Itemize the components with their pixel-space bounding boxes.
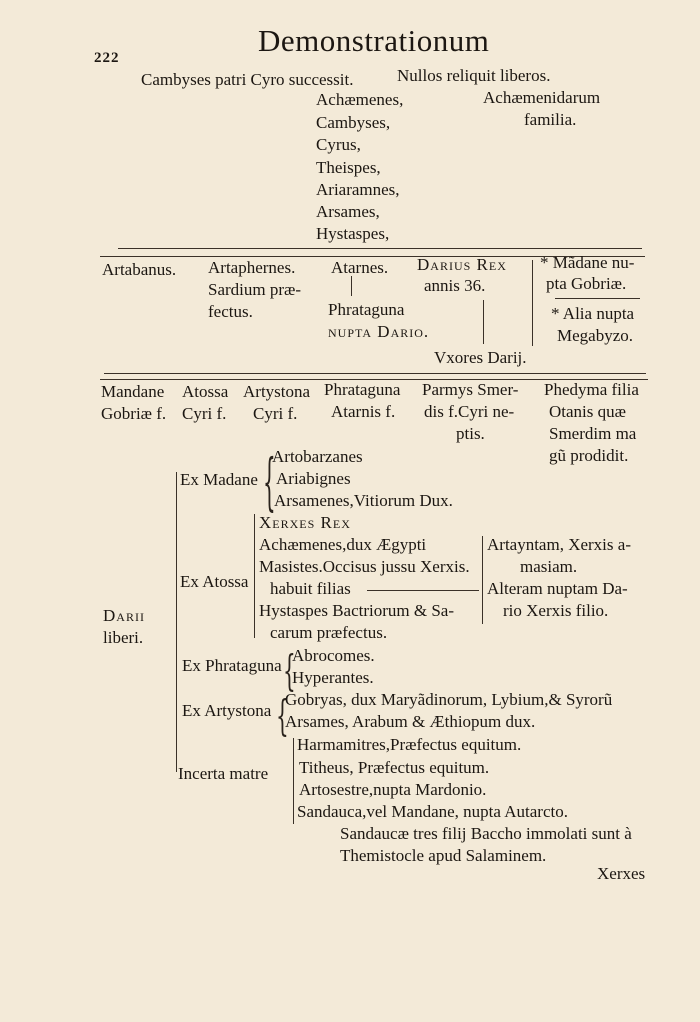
- ancestor-item: Theispes,: [316, 158, 381, 177]
- wives-label: Vxores Darij.: [434, 348, 527, 367]
- son-artaphernes: Artaphernes.: [208, 258, 296, 277]
- intro-line: Cambyses patri Cyro successit.: [141, 70, 354, 89]
- footnote-line: Sandaucæ tres filij Baccho immolati sunt à: [340, 824, 632, 843]
- mother-unknown: Incerta matre: [178, 764, 269, 783]
- child-item: Arsamenes,Vitiorum Dux.: [274, 491, 453, 510]
- intro-note: Nullos reliquit liberos.: [397, 66, 551, 85]
- child-item: Hystaspes Bactriorum & Sa-: [259, 601, 454, 620]
- daughter-phrataguna: Phrataguna: [328, 300, 405, 319]
- wife-parmys-note: ptis.: [456, 424, 485, 443]
- catchword: Xerxes: [597, 864, 646, 883]
- wife-phrataguna: Phrataguna: [324, 380, 401, 399]
- wife-phedyma-note: gũ prodidit.: [549, 446, 629, 465]
- daughter-phrataguna-note: nupta Dario.: [328, 322, 430, 341]
- tree-connector-line: [104, 373, 646, 374]
- son-darius-note: annis 36.: [424, 276, 486, 295]
- children-root-label: Darii: [103, 606, 145, 625]
- tree-main-stem: [176, 472, 177, 772]
- daughter-item: masiam.: [520, 557, 578, 576]
- daughter-item: Artayntam, Xerxis a-: [487, 535, 631, 554]
- mother-phrataguna: Ex Phrataguna: [182, 656, 282, 675]
- mother-artystona: Ex Artystona: [182, 701, 272, 720]
- child-item: Titheus, Præfectus equitum.: [299, 758, 490, 777]
- wife-phedyma: Phedyma filia: [544, 380, 639, 399]
- child-item: Artosestre,nupta Mardonio.: [299, 780, 487, 799]
- ancestor-item: Cambyses,: [316, 113, 391, 132]
- wife-mandane: Mandane: [101, 382, 165, 401]
- page-title: Demonstrationum: [258, 23, 490, 58]
- wife-phrataguna-note: Atarnis f.: [331, 402, 396, 421]
- ancestor-item: Cyrus,: [316, 135, 361, 154]
- curly-brace: {: [276, 690, 289, 741]
- curly-brace: {: [263, 444, 276, 519]
- tree-connector-line: [555, 298, 640, 299]
- child-item: Gobryas, dux Maryãdinorum, Lybium,& Syrorũ: [285, 690, 613, 709]
- tree-bracket-line: [293, 738, 294, 824]
- daughter-madane-note: pta Gobriæ.: [546, 274, 627, 293]
- tree-connector-line: [532, 260, 533, 346]
- tree-connector-line: [118, 248, 642, 249]
- mother-madane: Ex Madane: [180, 470, 258, 489]
- footnote-line: Themistocle apud Salaminem.: [340, 846, 547, 865]
- children-root-label: liberi.: [103, 628, 144, 647]
- page-number: 222: [94, 50, 120, 66]
- wife-atossa: Atossa: [182, 382, 229, 401]
- child-item: habuit filias: [270, 579, 351, 598]
- child-item: Achæmenes,dux Ægypti: [259, 535, 427, 554]
- son-artaphernes-note: fectus.: [208, 302, 253, 321]
- curly-brace: {: [283, 645, 296, 696]
- wife-phedyma-note: Otanis quæ: [549, 402, 626, 421]
- mother-atossa: Ex Atossa: [180, 572, 249, 591]
- child-item: carum præfectus.: [270, 623, 388, 642]
- wife-mandane-note: Gobriæ f.: [101, 404, 167, 423]
- child-item: Ariabignes: [276, 469, 351, 488]
- family-label-1: Achæmenidarum: [483, 88, 601, 107]
- daughter-alia-note: Megabyzo.: [557, 326, 634, 345]
- child-item: Artobarzanes: [272, 447, 363, 466]
- daughter-alia: * Alia nupta: [551, 304, 635, 323]
- tree-bracket-line: [254, 514, 255, 638]
- tree-connector-line: [367, 590, 479, 591]
- ancestor-item: Arsames,: [316, 202, 380, 221]
- ancestor-item: Ariaramnes,: [316, 180, 400, 199]
- daughter-item: Alteram nuptam Da-: [487, 579, 628, 598]
- ancestor-item: Achæmenes,: [316, 90, 404, 109]
- son-artabanus: Artabanus.: [102, 260, 177, 279]
- daughter-madane: * Mãdane nu-: [540, 253, 635, 272]
- child-item: Harmamitres,Præfectus equitum.: [297, 735, 522, 754]
- child-item: Arsames, Arabum & Æthiopum dux.: [285, 712, 536, 731]
- child-item: Hyperantes.: [292, 668, 374, 687]
- wife-phedyma-note: Smerdim ma: [549, 424, 637, 443]
- child-item: Sandauca,vel Mandane, nupta Autarcto.: [297, 802, 568, 821]
- wife-parmys-note: dis f.Cyri ne-: [424, 402, 515, 421]
- child-item: Masistes.Occisus jussu Xerxis.: [259, 557, 470, 576]
- ancestor-item: Hystaspes,: [316, 224, 390, 243]
- wife-parmys: Parmys Smer-: [422, 380, 519, 399]
- son-artaphernes-note: Sardium præ-: [208, 280, 302, 299]
- son-darius: Darius Rex: [417, 255, 507, 274]
- tree-connector-line: [483, 300, 484, 344]
- child-item: Abrocomes.: [292, 646, 375, 665]
- wife-artystona-note: Cyri f.: [253, 404, 298, 423]
- son-atarnes: Atarnes.: [331, 258, 389, 277]
- tree-connector-line: [351, 276, 352, 296]
- wife-artystona: Artystona: [243, 382, 311, 401]
- daughter-item: rio Xerxis filio.: [503, 601, 609, 620]
- child-item: Xerxes Rex: [259, 513, 351, 532]
- tree-bracket-line: [482, 536, 483, 624]
- family-label-2: familia.: [524, 110, 577, 129]
- wife-atossa-note: Cyri f.: [182, 404, 227, 423]
